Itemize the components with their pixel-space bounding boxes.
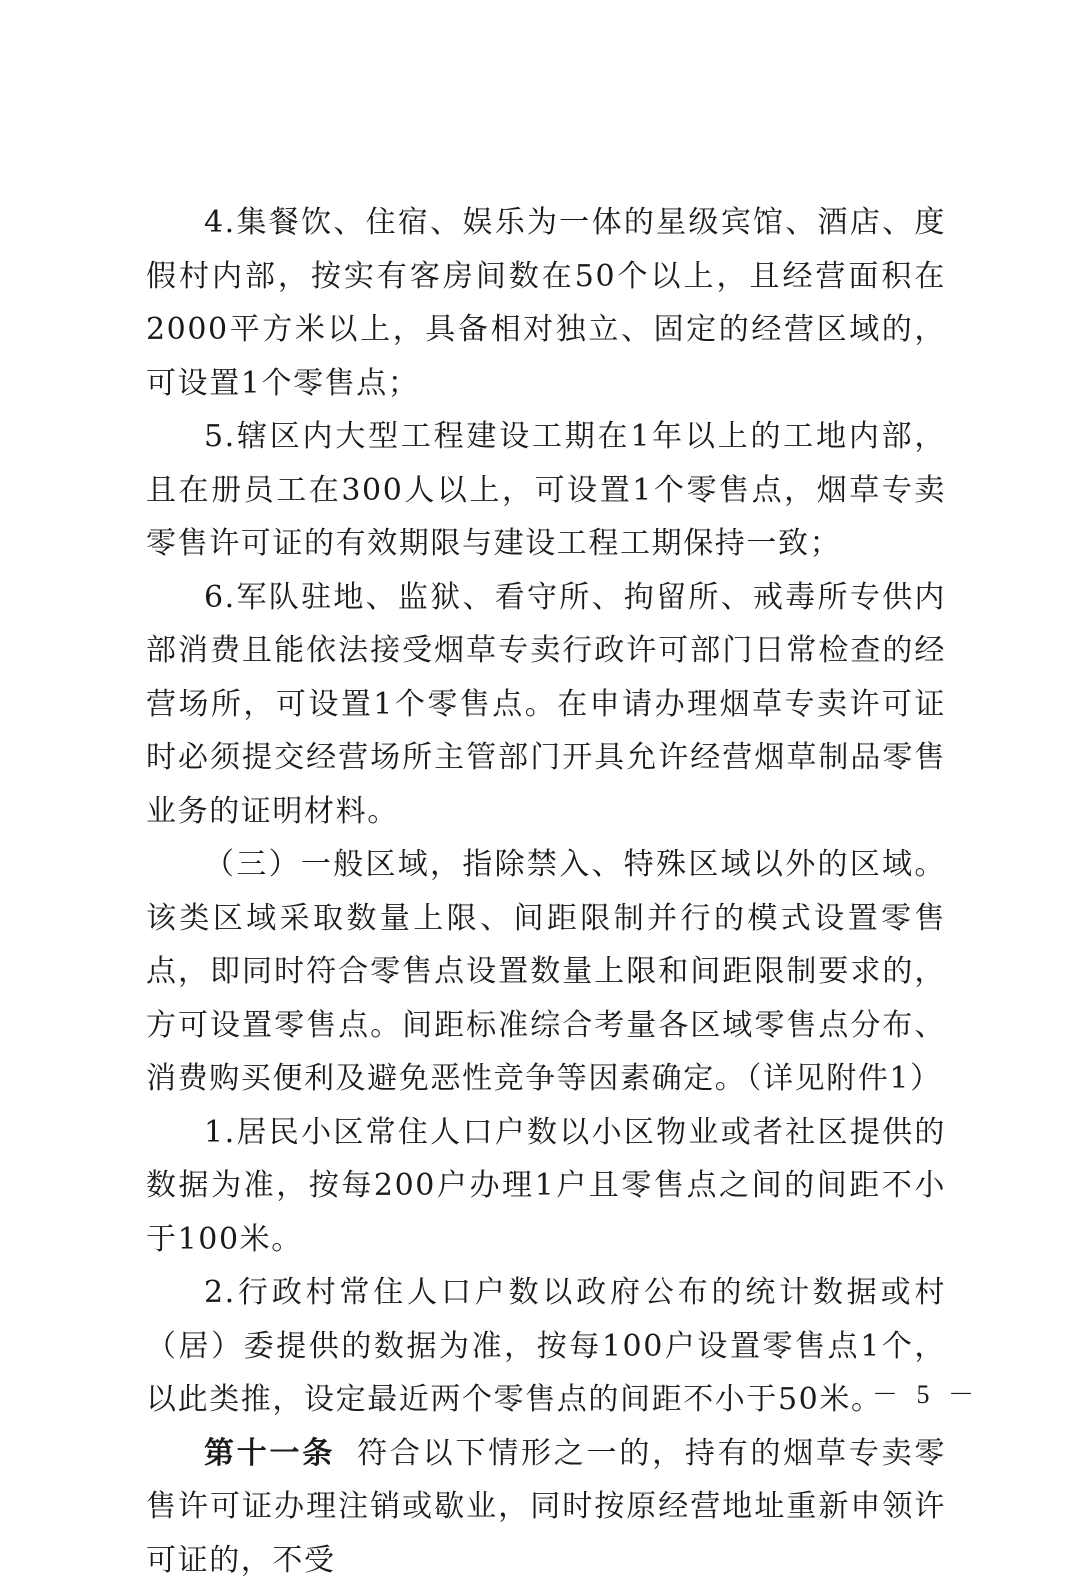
page-number: － 5 － (872, 1374, 980, 1411)
article-heading: 第十一条 (204, 1436, 335, 1471)
article-eleven (146, 1427, 946, 1587)
paragraph-village: 2.行政村常住人口户数以政府公布的统计数据或村（居）委提供的数据为准，按每100户设置零售点1个，以此类推，设定最近两个零售点的间距不小于50米。 (146, 1266, 946, 1427)
paragraph-residential: 1.居民小区常住人口户数以小区物业或者社区提供的数据为准，按每200户办理1户且零售点之间的间距不小于100米。 (146, 1106, 946, 1267)
paragraph-item-5: 5.辖区内大型工程建设工期在1年以上的工地内部，且在册员工在300人以上，可设置1个零售点，烟草专卖零售许可证的有效期限与建设工程工期保持一致； (146, 410, 946, 571)
document-body (146, 196, 946, 1587)
paragraph-item-4: 4.集餐饮、住宿、娱乐为一体的星级宾馆、酒店、度假村内部，按实有客房间数在50个以上，且经营面积在2000平方米以上，具备相对独立、固定的经营区域的，可设置1个零售点； (146, 196, 946, 410)
article-text: 符合以下情形之一的，持有的烟草专卖零售许可证办理注销或歇业，同时按原经营地址重新申领许可证的，不受 (146, 1436, 946, 1578)
paragraph-general-area: （三）一般区域，指除禁入、特殊区域以外的区域。该类区域采取数量上限、间距限制并行的模式设置零售点，即同时符合零售点设置数量上限和间距限制要求的，方可设置零售点。间距标准综合考量各区域零售点分布、消费购买便利及避免恶性竞争等因素确定。（详见附件1） (146, 838, 946, 1106)
paragraph-item-6: 6.军队驻地、监狱、看守所、拘留所、戒毒所专供内部消费且能依法接受烟草专卖行政许可部门日常检查的经营场所，可设置1个零售点。在申请办理烟草专卖许可证时必须提交经营场所主管部门开具允许经营烟草制品零售业务的证明材料。 (146, 571, 946, 839)
